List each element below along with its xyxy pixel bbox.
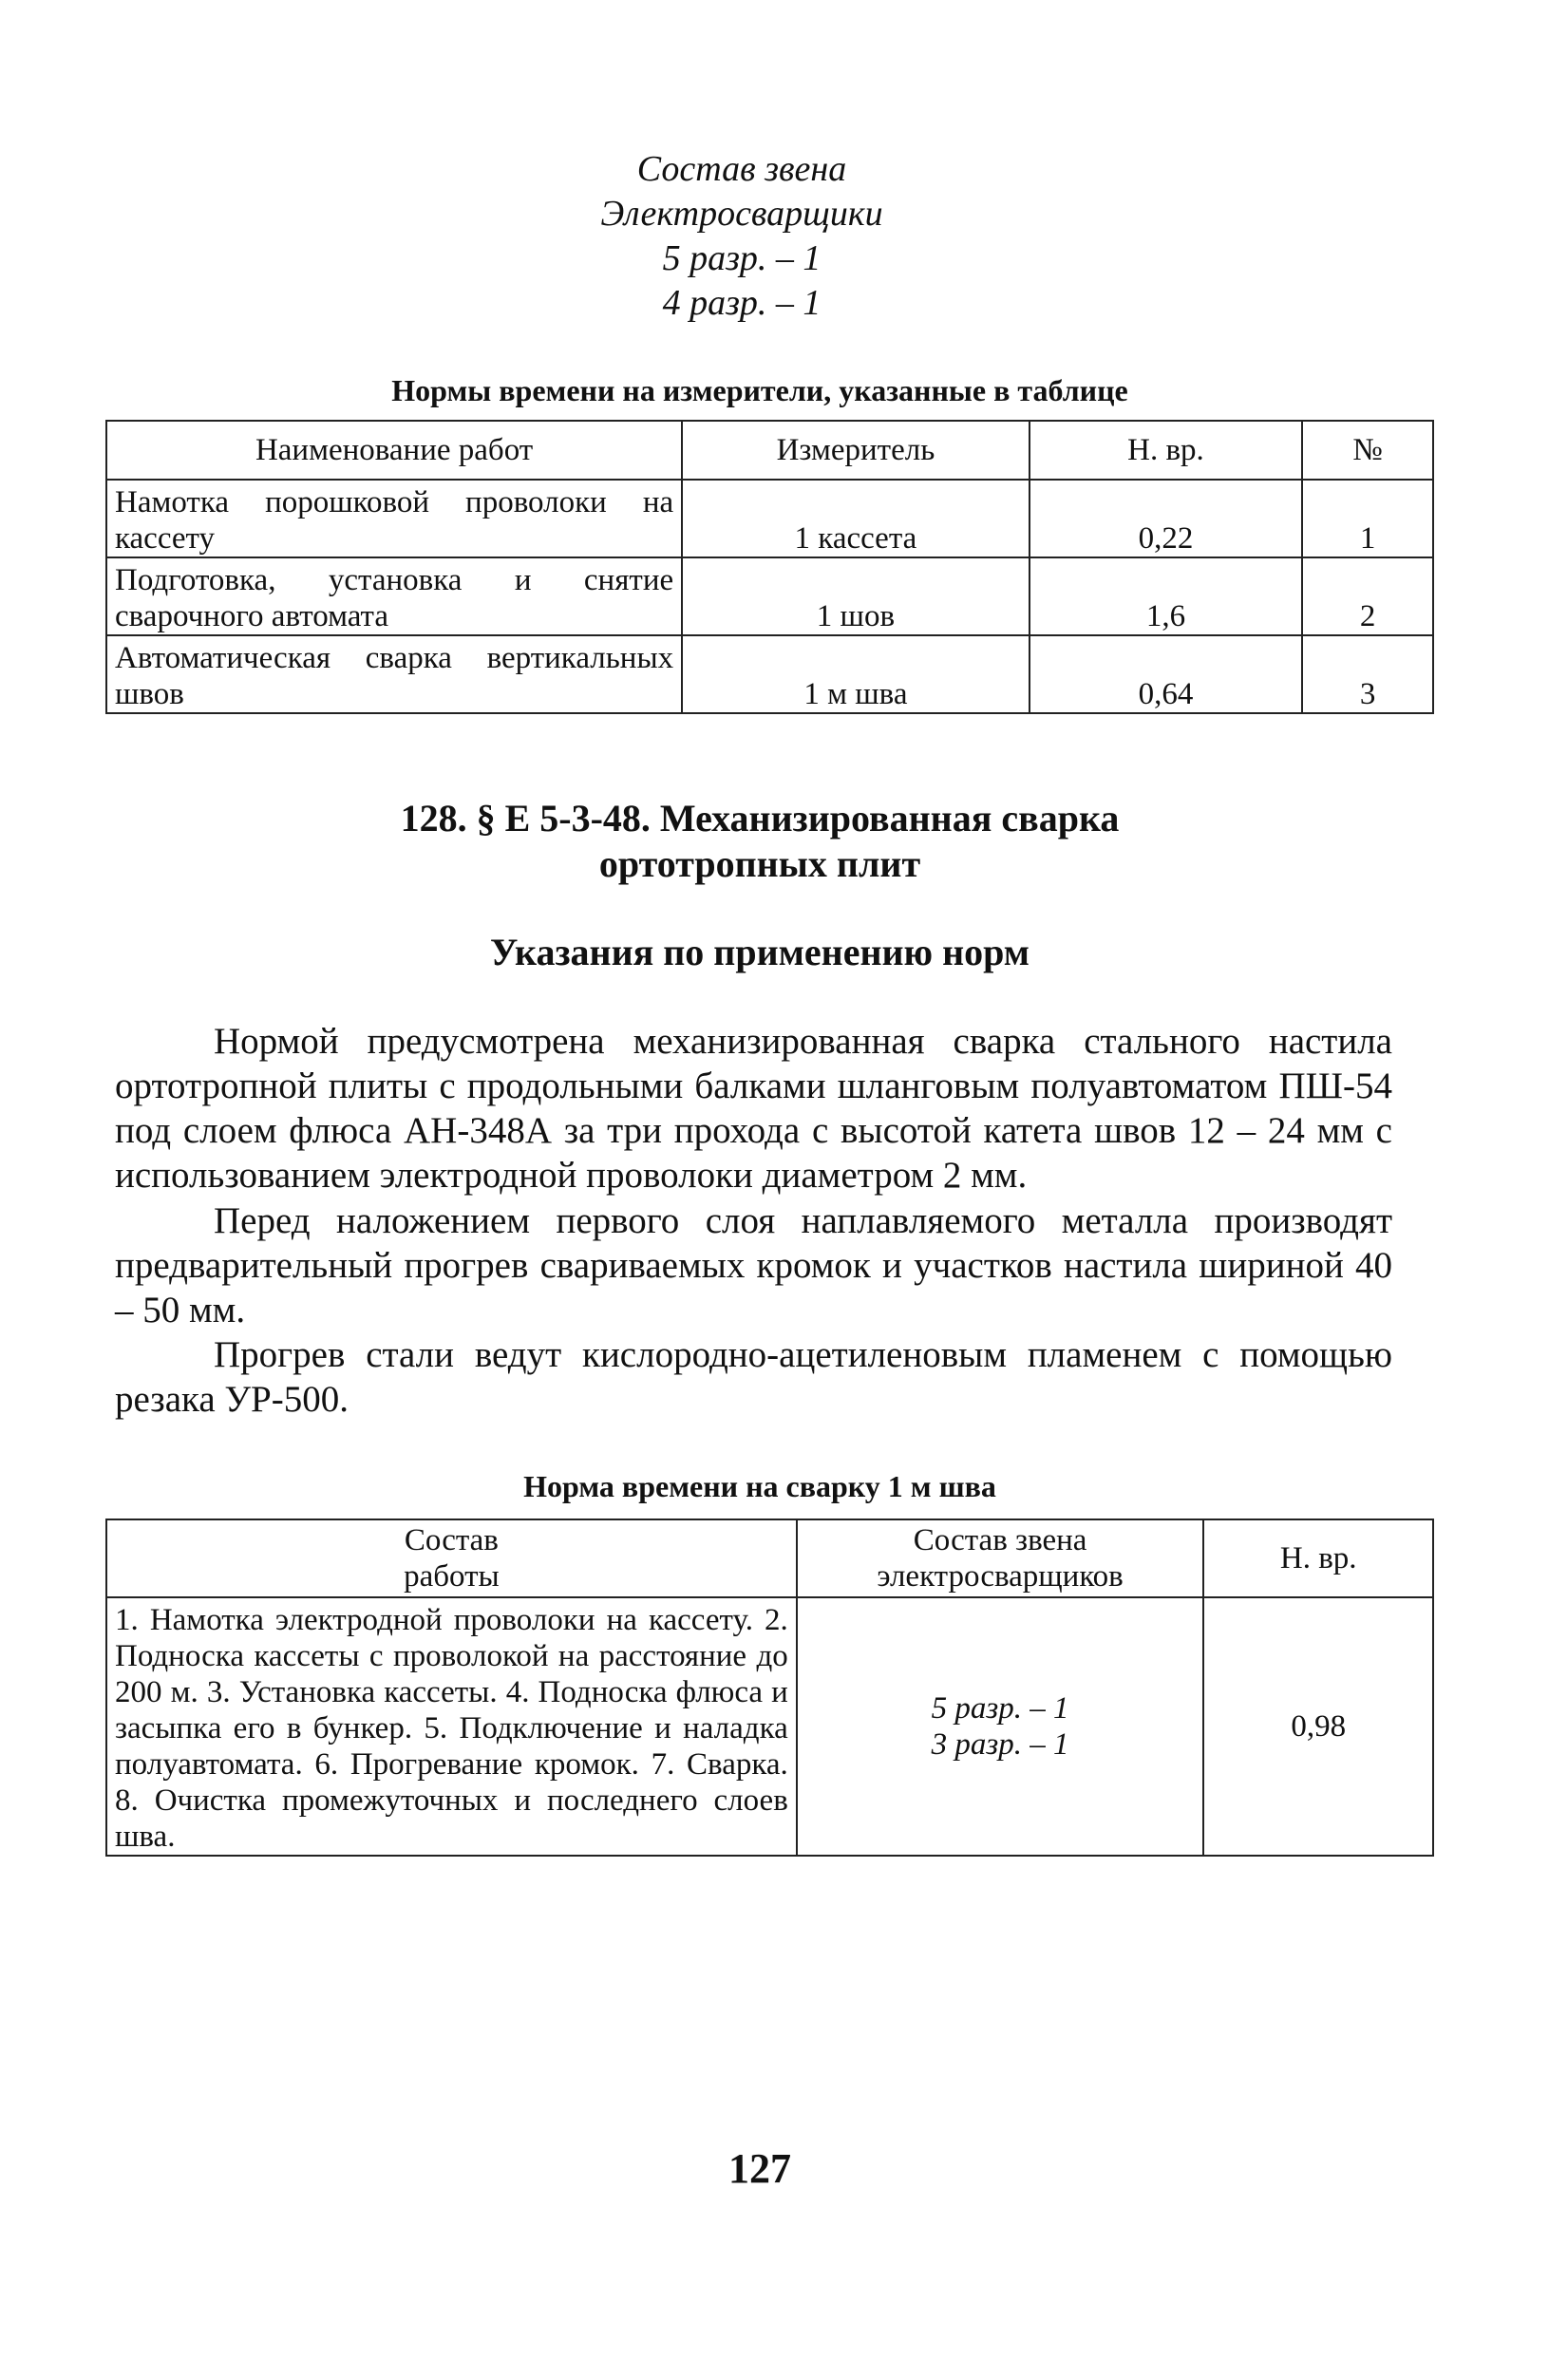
- header-crew-line2: электросварщиков: [877, 1559, 1124, 1594]
- section-title-line2: ортотропных плит: [598, 842, 921, 885]
- header-work-name: Наименование работ: [106, 421, 682, 480]
- paragraph-3: Прогрев стали ведут кислородно-ацетиленовым пламенем с помощью резака УР-500.: [115, 1334, 1392, 1420]
- row-number: 3: [1302, 635, 1433, 713]
- row-work-name: Подготовка, установка и снятие сварочного автомата: [106, 557, 682, 635]
- row-norm: 0,64: [1030, 635, 1302, 713]
- crew-composition-cell: [797, 1597, 1204, 1856]
- crew-block: [0, 147, 1483, 326]
- table-row: [106, 557, 1433, 635]
- row-unit: 1 кассета: [682, 480, 1030, 557]
- row-unit: 1 м шва: [682, 635, 1030, 713]
- crew-grade-5: 5 разр. – 1: [931, 1691, 1069, 1726]
- section-title-line1: 128. § Е 5-3-48. Механизированная сварка: [400, 797, 1120, 839]
- row-norm: 0,22: [1030, 480, 1302, 557]
- header-unit: Измеритель: [682, 421, 1030, 480]
- header-crew-line1: Состав звена: [913, 1523, 1087, 1557]
- header-work-line2: работы: [404, 1559, 500, 1594]
- header-number: №: [1302, 421, 1433, 480]
- table2-caption: Норма времени на сварку 1 м шва: [523, 1469, 996, 1503]
- header-crew-composition: [797, 1519, 1204, 1597]
- crew-grade-1: 5 разр. – 1: [662, 238, 822, 278]
- table1-caption: Нормы времени на измерители, указанные в таблице: [391, 373, 1128, 407]
- crew-role: Электросварщики: [600, 194, 883, 234]
- header-norm: Н. вр.: [1030, 421, 1302, 480]
- row-number: 1: [1302, 480, 1433, 557]
- table-header-row: [106, 1519, 1433, 1597]
- table-row: [106, 635, 1433, 713]
- paragraph-2: Перед наложением первого слоя наплавляемого металла производят предварительный прогрев свариваемых кромок и участков настила шириной 40 – 50 мм.: [115, 1200, 1392, 1330]
- row-unit: 1 шов: [682, 557, 1030, 635]
- norm-cell: 0,98: [1203, 1597, 1433, 1856]
- work-composition-cell: 1. Намотка электродной проволоки на кассету. 2. Подноска кассеты с проволокой на расстояние до 200 м. 3. Установка кассеты. 4. Подноска флюса и засыпка его в бункер. 5. Подключение и наладка полуавтомата. 6. Прогревание кромок. 7. Сварка. 8. Очистка промежуточных и последнего слоев шва.: [106, 1597, 797, 1856]
- row-work-name: Автоматическая сварка вертикальных швов: [106, 635, 682, 713]
- row-number: 2: [1302, 557, 1433, 635]
- crew-grade-2: 4 разр. – 1: [662, 283, 822, 323]
- table-row: [106, 480, 1433, 557]
- crew-grade-3: 3 разр. – 1: [931, 1727, 1069, 1762]
- paragraph-1: Нормой предусмотрена механизированная сварка стального настила ортотропной плиты с продольными балками шланговым полуавтоматом ПШ-54 под слоем флюса АН-348А за три прохода с высотой катета швов 12 – 24 мм с использованием электродной проволоки диаметром 2 мм.: [115, 1021, 1392, 1196]
- header-work-line1: Состав: [404, 1523, 499, 1557]
- norms-table: [105, 420, 1434, 714]
- page-number: 127: [728, 2145, 791, 2192]
- weld-norm-table: [105, 1519, 1434, 1857]
- row-norm: 1,6: [1030, 557, 1302, 635]
- section-subtitle: Указания по применению норм: [489, 931, 1030, 973]
- header-work-composition: [106, 1519, 797, 1597]
- crew-title: Состав звена: [636, 149, 847, 189]
- table-row: [106, 1597, 1433, 1856]
- row-work-name: Намотка порошковой проволоки на кассету: [106, 480, 682, 557]
- header-norm: Н. вр.: [1203, 1519, 1433, 1597]
- table-header-row: [106, 421, 1433, 480]
